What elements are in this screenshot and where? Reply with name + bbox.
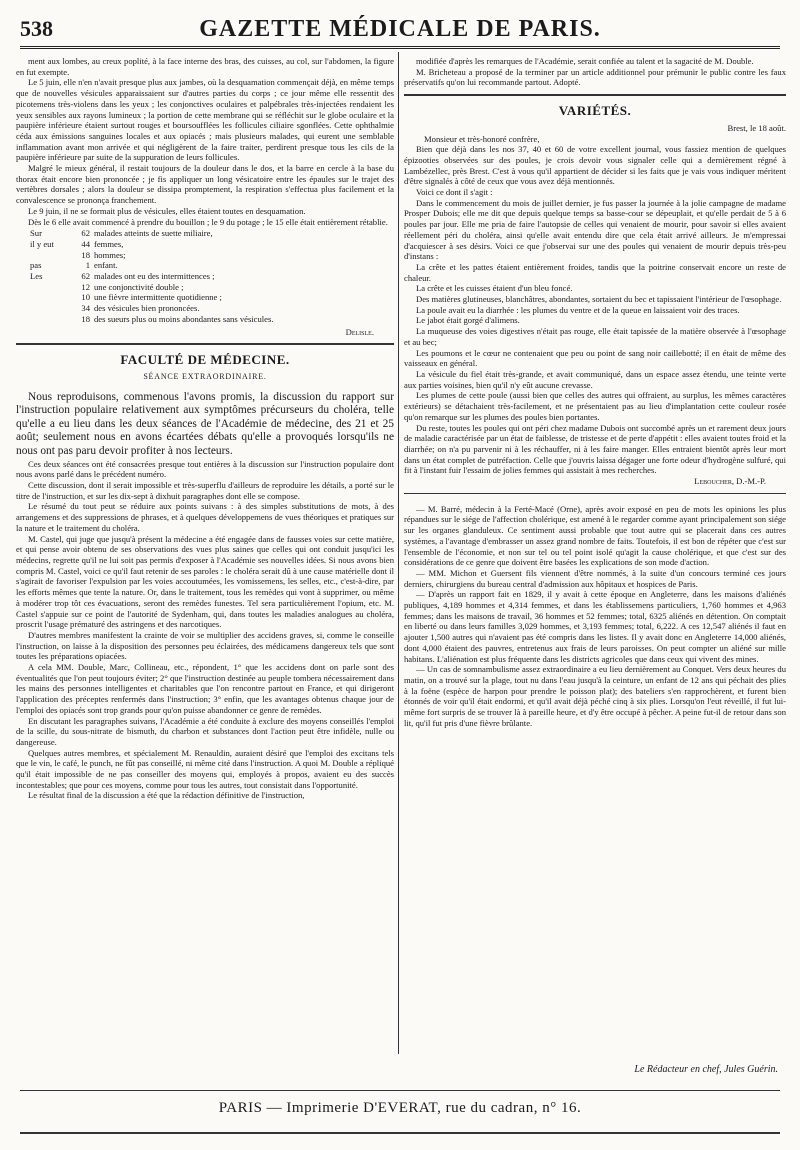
stats-text: une conjonctivité double ; xyxy=(94,281,184,292)
stats-text: des vésicules bien prononcées. xyxy=(94,303,200,314)
stats-num: 18 xyxy=(81,313,90,324)
paragraph: Le résultat final de la discussion a été que la rédaction définitive de l'instruction, xyxy=(28,790,305,801)
stats-num: 12 xyxy=(81,281,90,292)
stats-row xyxy=(30,228,278,239)
stats-pre xyxy=(30,282,68,293)
stats-row xyxy=(30,250,278,261)
journal-title: GAZETTE MÉDICALE DE PARIS. xyxy=(199,16,601,42)
right-column xyxy=(404,56,786,728)
stats-row xyxy=(30,282,278,293)
paragraph: M. Bricheteau a proposé de la terminer par un article additionnel pour prémunir le public contre les faux préservatifs qu'on lui recommande partout. Adopté. xyxy=(404,66,786,88)
paragraph: Dès le 6 elle avait commencé à prendre du bouillon ; le 9 du potage ; le 15 elle était entièrement rétablie. xyxy=(28,216,388,227)
imprint-line: PARIS — Imprimerie D'EVERAT, rue du cadran, n° 16. xyxy=(218,1100,582,1116)
section-subtitle: SÉANCE EXTRAORDINAIRE. xyxy=(143,371,267,381)
stats-pre xyxy=(30,292,68,303)
stats-pre: il y eut xyxy=(30,238,54,249)
paragraph: D'autres membres manifestent la crainte de voir se multiplier des accidens graves, si, comme le conseille l'instruction, on laisse à la disposition des personnes peu éclairées, des médicamens dangereux tels que sont toutes les préparations opiacées. xyxy=(16,629,394,662)
news-item: — MM. Michon et Guersent fils viennent d'être nommés, à la suite d'un concours terminé ces jours derniers, chirurgiens du bureau central d'admission aux hôpitaux et hospices de Paris. xyxy=(404,567,786,589)
paragraph: M. Castel, qui juge que jusqu'à présent la médecine a été engagée dans de fausses voies sur cette matière, et qui pense avoir obtenu de ses observations des vues plus saines que celles qui ont conduit jusqu'ici les médecins, regrette qu'il ne lui soit pas permis d'exposer à l'Académie ses nouvelles idées. Si nous avons bien compris M. Castel, voici ce qu'il faut retenir de ses paroles : le choléra serait dû à une cause matérielle dont il s'agirait de favoriser l'expulsion par les voies accoutumées, les vomissemens, les selles, etc., c'est-à-dire, par les efforts mêmes que tente la nature. Or, dans le traitement, tous les remèdes qui vont à supprimer, ou même à modérer trop tôt ces évacuations, seront des remèdes funestes. Tel sera particulièrement l'opium, etc. M. Castel s'appuie sur ce point de l'autorité de Sydenham, qui, dans toutes les maladies analogues au choléra, proscrit l'usage prématuré des astringens et des narcotiques. xyxy=(16,533,394,630)
stats-text: une fièvre intermittente quotidienne ; xyxy=(94,292,222,303)
section-title-varietes: VARIÉTÉS. xyxy=(558,103,632,119)
stats-pre xyxy=(30,303,68,314)
header-rule xyxy=(20,46,780,49)
stats-row xyxy=(30,260,278,271)
letter-paragraph: Bien que déjà dans les nos 37, 40 et 60 de votre excellent journal, vous fassiez mention de quelques épizooties observées sur des poules, je crois devoir vous signaler celle qui a dernièrement régné à Lambézellec, près Brest. C'est à vous qu'il appartient de décider si les faits que je vais vous indiquer méritent d'être signalés à côté de ceux que vous avez déjà mentionnés. xyxy=(404,144,786,187)
news-item: — M. Barré, médecin à la Ferté-Macé (Orne), après avoir exposé en peu de mots les opinions les plus répandues sur le siége de l'affection cholérique, est amené à le regarder comme ayant principalement son siége sur les organes glanduleux. Ce sentiment aussi probable que tout autre qui se placerait dans ces autres systèmes, a l'avantage d'embrasser un assez grand nombre de faits. Toutefois, il est bon de répéter que c'est sur l'ensemble de l'économie, et non sur tel ou tel point isolé qu'agit la cause cholérique, et que c'est sur des considérations de ce genre que doivent être basées les explications de son mode d'action. xyxy=(404,503,786,568)
letter-paragraph: La crête et les pattes étaient entièrement froides, tandis que la poitrine conservait encore un reste de chaleur. xyxy=(404,261,786,283)
letter-paragraph: Voici ce dont il s'agit : xyxy=(416,187,493,198)
paragraph: Malgré le mieux général, il restait toujours de la douleur dans le dos, et la barre en cercle à la base du thorax était encore bien prononcée ; je fis appliquer un long vésicatoire entre les épaules sur le trajet des vertèbres dorsales ; alors la douleur se dissipa promptement, la respiration s'effectua plus facilement et la convalescence se prononça franchement. xyxy=(16,163,394,206)
paragraph: A cela MM. Double, Marc, Collineau, etc., répondent, 1° que les accidens dont on parle sont des éventualités que l'on peut toujours éviter; 2° que l'instruction destinée au peuple tombera nécessairement dans les mains des personnes intelligentes et charitables que l'on rencontre partout en France, et qui dirigeront l'application des préceptes renfermés dans l'instruction; 3° enfin, que les avantages obtenus chaque jour de l'emploi des opiacés sont trop grands pour qu'on puisse abandonner ce genre de remèdes. xyxy=(16,662,394,715)
signature-delisle: Delisle. xyxy=(345,326,374,337)
section-title-faculte: FACULTÉ DE MÉDECINE. xyxy=(120,352,290,368)
stats-row xyxy=(30,271,278,282)
stats-pre xyxy=(30,250,68,261)
letter-body xyxy=(404,144,786,476)
stats-text: enfant. xyxy=(94,260,118,271)
right-top-text xyxy=(404,56,786,88)
stats-text: malades atteints de suette miliaire, xyxy=(94,228,213,239)
paragraph: Ces deux séances ont été consacrées presque tout entières à la discussion sur l'instruction populaire dont nous avons parlé dans le précédent numéro. xyxy=(16,458,394,480)
letter-paragraph: La crête et les cuisses étaient d'un bleu foncé. xyxy=(416,283,573,294)
paragraph: Le résumé du tout peut se réduire aux points suivans : à des simples substitutions de mots, à des arrangemens et des suppressions de phrases, et à quelques développemens de vues théoriques et pratiques sur la nature et le traitement du choléra. xyxy=(16,501,394,533)
stats-row xyxy=(30,292,278,303)
stats-num: 62 xyxy=(81,271,90,282)
stats-row xyxy=(30,239,278,250)
stats-text: femmes, xyxy=(94,238,124,249)
news-item: — D'après un rapport fait en 1829, il y avait à cette époque en Angleterre, dans les maisons d'aliénés publiques, 4,189 hommes et 4,314 femmes, et dans les établissemens particuliers, 1,760 hommes et 4,963 femmes; dans les maisons de travail, 36 hommes et 52 femmes; total, 6325 aliénés en détention. On comptait en liberté ou dans leurs familles 3,029 hommes, et 3,193 femmes; total, 6,222. A ces 12,547 aliénés il faut en ajouter 1,500 autres qui n'avaient pas été compris dans les listes. Il y avait donc en Angleterre 14,000 aliénés, dont 4,000 étaient des pauvres, entretenus aux frais de leurs paroisses. On peut compter un aliéné sur mille habitans. L'aliénation est plus fréquente dans les districts agricoles que dans ceux qui vivent des mines. xyxy=(404,589,786,664)
bottom-rule xyxy=(20,1132,780,1134)
page-header xyxy=(20,14,780,48)
salutation: Monsieur et très-honoré confrère, xyxy=(424,133,540,144)
stats-num: 10 xyxy=(81,292,90,303)
stats-row xyxy=(30,303,278,314)
section-rule-varietes xyxy=(404,94,786,96)
letter-paragraph: La muqueuse des voies digestives n'était pas rouge, elle était tapissée de la matière observée à l'œsophage et au bec; xyxy=(404,326,786,347)
footer-rule xyxy=(20,1090,780,1091)
paragraph: Cette discussion, dont il serait impossible et très-superflu d'ailleurs de reproduire les détails, a porté sur le titre de l'instruction, et sur les dix-sept à dixhuit paragraphes dont elle se compose. xyxy=(16,480,394,501)
stats-pre: Sur xyxy=(30,228,42,239)
stats-pre: pas xyxy=(30,260,42,271)
stats-text: des sueurs plus ou moins abondantes sans vésicules. xyxy=(94,313,274,324)
page-number: 538 xyxy=(20,16,53,41)
stats-num: 62 xyxy=(81,228,90,239)
paragraph: Le 9 juin, il ne se formait plus de vésicules, elles étaient toutes en desquamation. xyxy=(28,205,306,216)
stats-num: 18 xyxy=(81,249,90,260)
stats-text: malades ont eu des intermittences ; xyxy=(94,271,215,282)
letter-paragraph: Le jabot était gorgé d'alimens. xyxy=(416,315,520,326)
letter-paragraph: La vésicule du fiel était très-grande, et avait communiqué, dans un espace assez étendu, une teinte verte aux parties voisines, bien qu'il n'y eût aucune crevasse. xyxy=(404,368,786,390)
stats-pre xyxy=(30,314,68,325)
paragraph: En discutant les paragraphes suivans, l'Académie a été conduite à exclure des moyens conseillés l'emploi de la scille, du sous-nitrate de bismuth, du charbon et substances dont l'action peut être infidèle, nulle ou dangereuse. xyxy=(16,715,394,747)
stats-num: 34 xyxy=(81,303,90,314)
left-column xyxy=(16,56,394,801)
section-rule xyxy=(16,343,394,345)
column-divider xyxy=(398,52,399,1054)
stats-num: 1 xyxy=(85,260,90,271)
dateline: Brest, le 18 août. xyxy=(727,122,786,133)
statistics-table xyxy=(30,228,278,324)
paragraph: Quelques autres membres, et spécialement M. Renauldin, auraient désiré que l'emploi des excitans tels que le vin, le café, le punch, ne fût pas conseillé, ni même cité dans l'instruction. A quoi M. Double a répliqué qu'il était impossible de ne pas conseiller des moyens qui, employés à propos, avaient eu des succès incontestables; que pour ces moyens, comme pour tous les autres, tout consistait dans l'opportunité. xyxy=(16,747,394,790)
letter-paragraph: La poule avait eu la diarrhée : les plumes du ventre et de la queue en laissaient voir des traces. xyxy=(416,304,740,315)
lead-paragraph: Nous reproduisons, commenous l'avons promis, la discussion du rapport sur l'instruction populaire relativement aux symptômes précurseurs du choléra, telle qu'elle a eu lieu dans les deux séances de l'Académie de médecine, des 21 et 25 août; seulement nous en avons écartées débats qu'elle a provoqués lorsqu'ils ne nous ont pas paru devoir profiter à nos lecteurs. xyxy=(16,390,394,458)
left-body-text xyxy=(16,459,394,802)
paragraph: Le 5 juin, elle n'en n'avait presque plus aux jambes, où la desquamation commençait déjà, en même temps que de nouvelles vésicules apparaissaient sur d'autres parties du corps ; ce jour même elle ressentit des picotemens très-violens dans les yeux ; les conjonctives oculaires et palpébrales très-injectées rendaient les yeux sensibles aux rayons lumineux ; la portion de cette membrane qui se réfléchit sur le globe oculaire et la paupière inférieure étaient surtout rouges et boursoufflées les follicules ciliaire sgonflées. Cette ophthalmie céda aux émissions sanguines locales et aux opiacés ; mais plusieurs malades, qui eurent une semblable inflammation avant mon arrivée et qui négligèrent de la faire traiter, perdirent presque tous les cils de la paupière inférieure par suite de la suppuration de leurs follicules. xyxy=(16,77,394,163)
letter-paragraph: Du reste, toutes les poules qui ont péri chez madame Dubois ont succombé après un et rarement deux jours de maladie caractérisée par un état de faiblesse, de tristesse et de perte d'appétit : elles avaient toutes froid et la diarrhée; on n'a pu parvenir ni à les réchauffer, ni à les faire manger. Elles entraient bientôt après leur mort dans un état complet de putréfaction. Celle que j'ouvris laissa dégager une forte odeur d'hydrogène sulfuré, qui fit à l'instant fuir l'essaim de jolies femmes qui assistait à mes recherches. xyxy=(404,422,786,476)
letter-paragraph: Les poumons et le cœur ne contenaient que peu ou point de sang noir caillebotté; il en était de même des vaisseaux en général. xyxy=(404,347,786,369)
letter-paragraph: Des matières glutineuses, blanchâtres, abondantes, sortaient du bec et tapissaient l'intérieur de l'œsophage. xyxy=(416,294,782,305)
news-item: — Un cas de somnambulisme assez extraordinaire a eu lieu dernièrement au Conquet. Vers deux heures du matin, on a trouvé sur la plage, tout nu dans l'eau jusqu'à la ceinture, un enfant de 12 ans qui péchait des plies à la foëne (espèce de harpon pour prendre le poisson plat); des bateliers s'en rapprochèrent, et furent bien étonnés de voir qu'il était endormi, et qu'il avait déjà péché cinq à six plies. Lorsqu'on l'eut réveillé, il fut lui-même fort surpris de se trouver là à pareille heure, et d'y être occupé à pêcher. A peine fut-il de retour dans son lit, qu'il fut pris d'une fièvre brûlante. xyxy=(404,664,786,728)
paragraph: modifiée d'après les remarques de l'Académie, serait confiée au talent et la sagacité de M. Double. xyxy=(416,56,754,66)
stats-text: hommes; xyxy=(94,249,126,260)
left-intro-text xyxy=(16,56,394,227)
letter-paragraph: Les plumes de cette poule (aussi bien que celles des autres qui offraient, au surplus, les mêmes caractères extérieurs) se détachaient très-facilement, et ne présentaient pas au lieu d'implantation cette couleur rosée qu'on remarque sur les plumes des poules bien portantes. xyxy=(404,390,786,422)
stats-row xyxy=(30,314,278,325)
news-rule xyxy=(404,493,786,494)
stats-pre: Les xyxy=(30,271,43,282)
signature-leboucher: Leboucher, D.-M.-P. xyxy=(694,476,766,487)
paragraph: ment aux lombes, au creux poplité, à la face interne des bras, des cuisses, au col, sur l'abdomen, la figure en fut exempte. xyxy=(16,56,394,77)
news-items xyxy=(404,504,786,729)
stats-num: 44 xyxy=(81,238,90,249)
letter-paragraph: Dans le commencement du mois de juillet dernier, je fus passer la journée à la jolie campagne de madame Prosper Dubois; elle me dit que depuis quelque temps sa basse-cour se dépeuplait, et qu'elle perdait de 5 à 6 poules par jour. Elle me pria de faire l'autopsie de celles qui venaient de mourir, pour savoir si elles avaient réellement péri du choléra, ainsi qu'elle avait entendu dire que cela était arrivé ailleurs. Je m'empressai d'acquiescer à ses désirs. Voici ce que j'observai sur une des poules qui venaient de mourir depuis très-peu d'instans : xyxy=(404,197,786,262)
editor-signature: Le Rédacteur en chef, Jules Guérin. xyxy=(634,1064,778,1075)
